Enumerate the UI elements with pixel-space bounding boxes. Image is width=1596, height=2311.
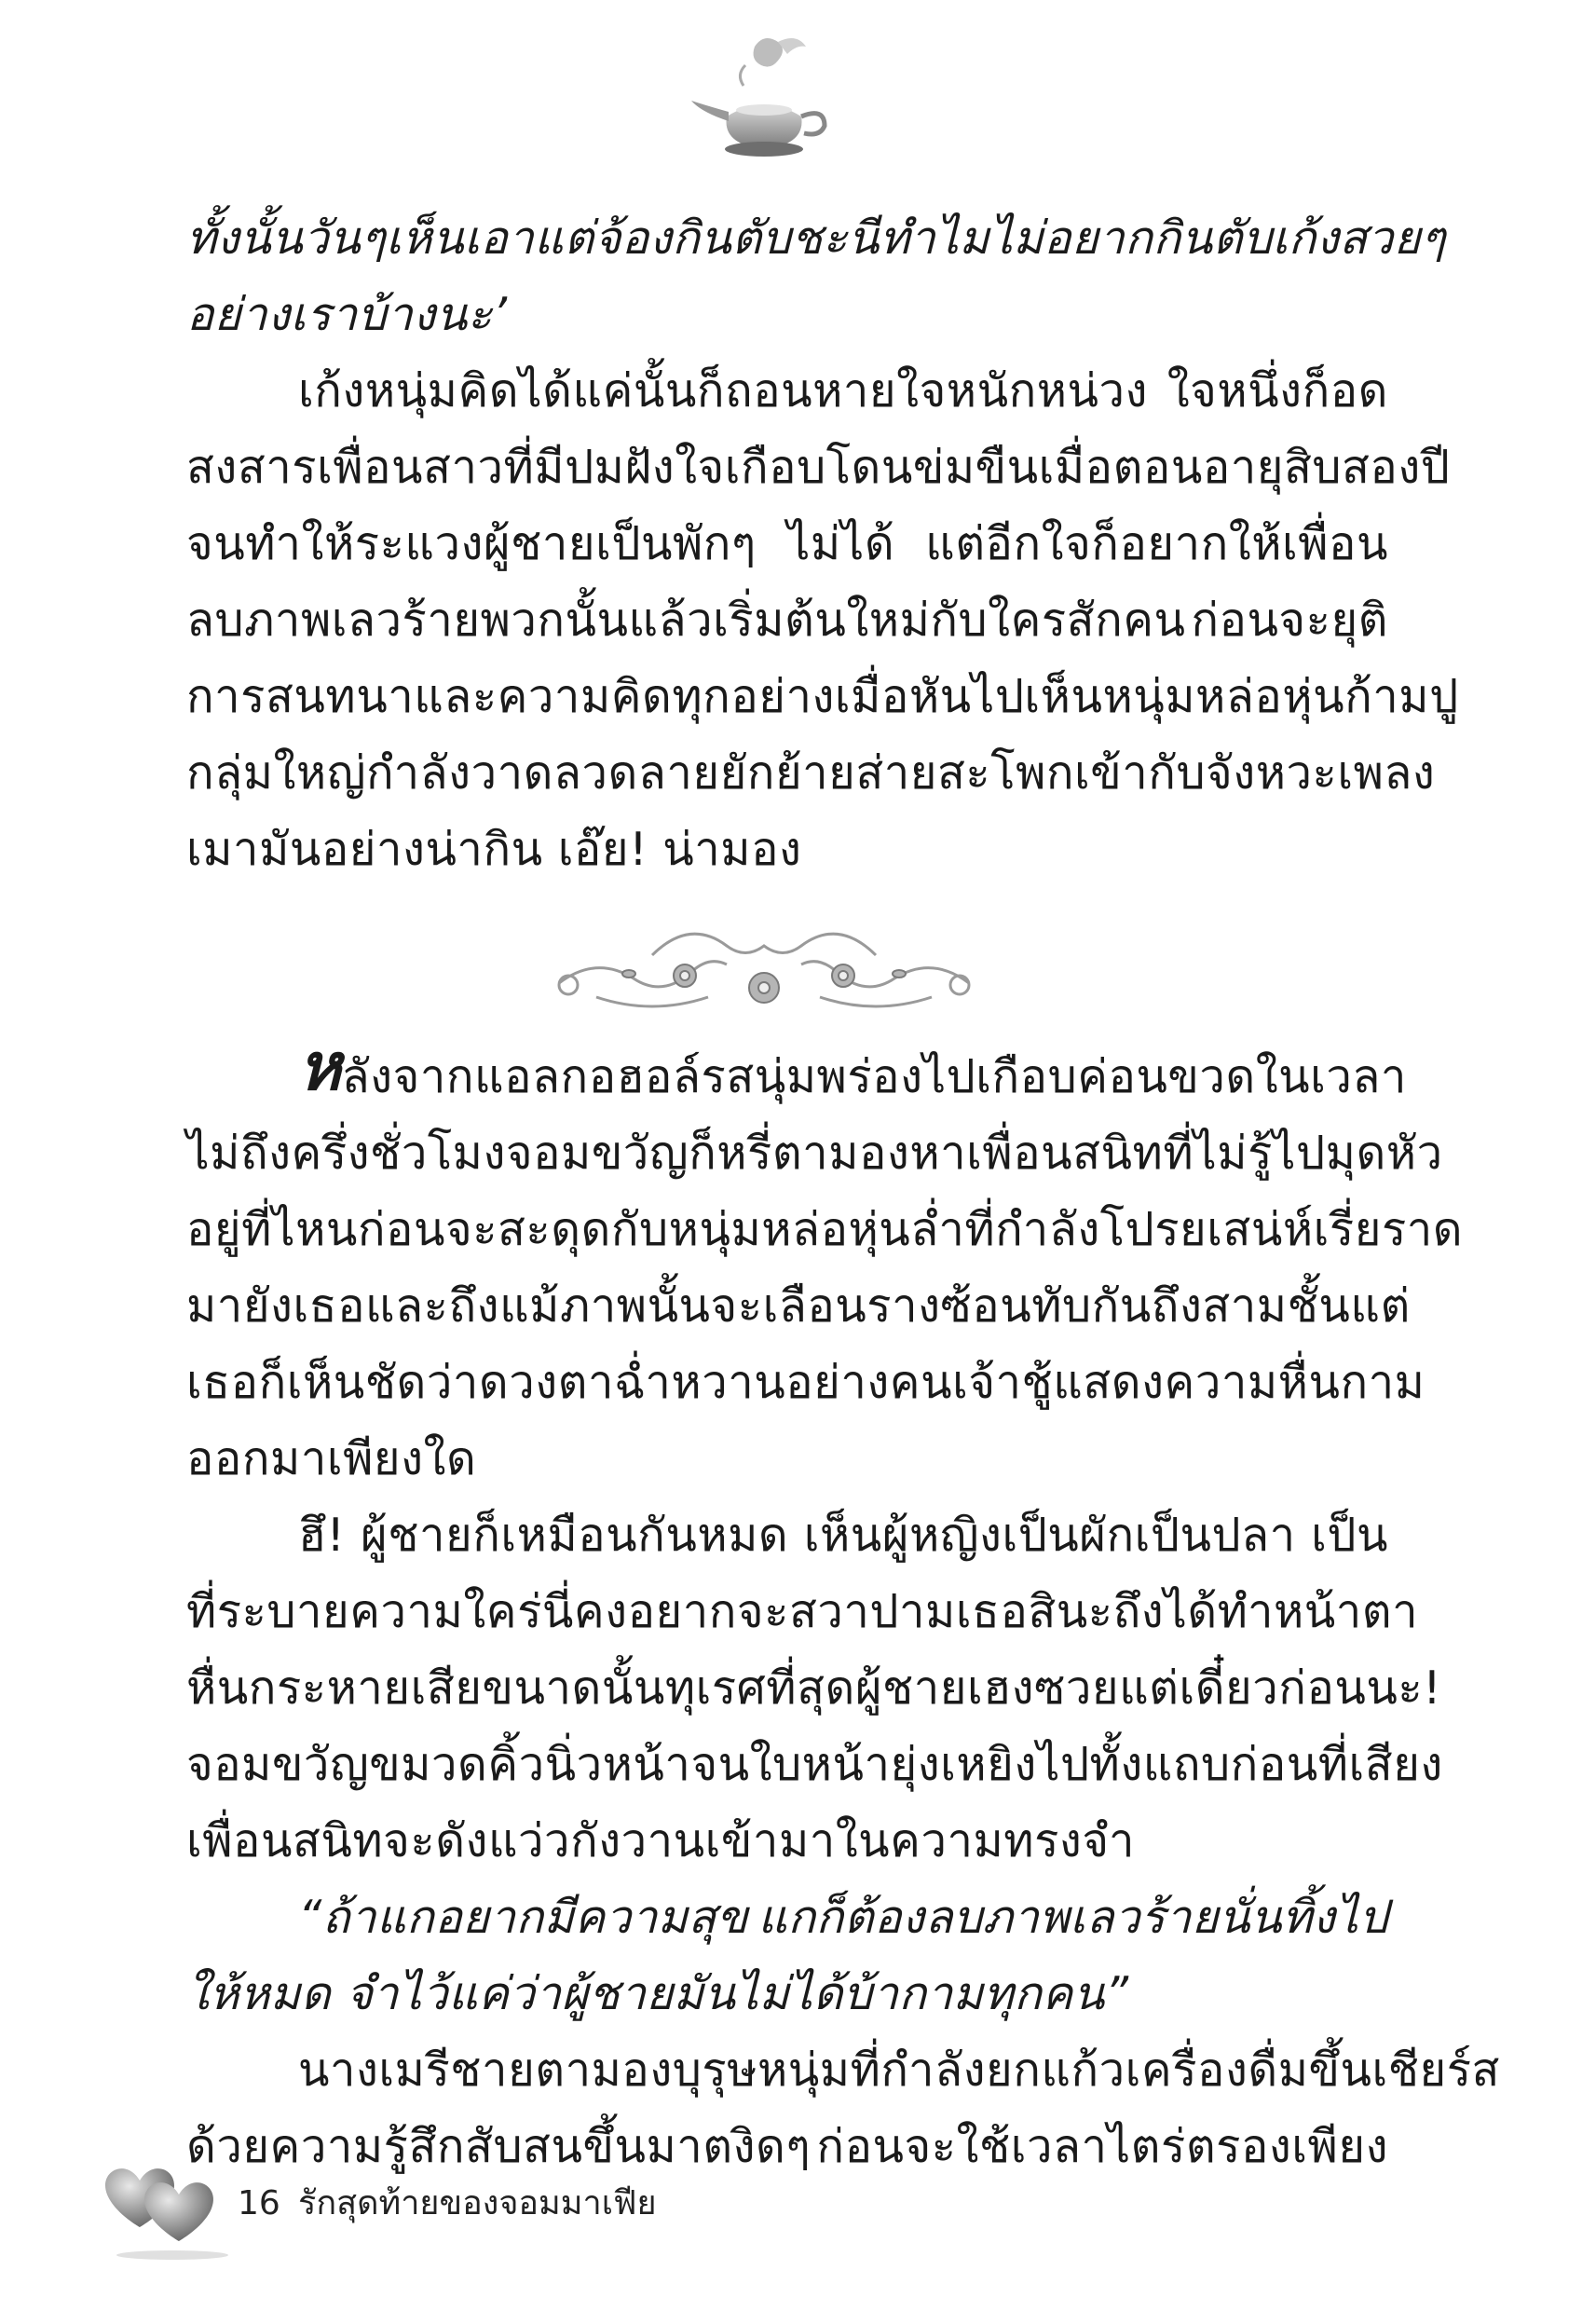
teapot-ornament-icon: [689, 28, 839, 168]
text-line: ลบภาพเลวร้ายพวกนั้นแล้วเริ่มต้นใหม่กับใครสักคน ก่อนจะยุติ: [186, 594, 1388, 647]
text-line: ฮึ! ผู้ชายก็เหมือนกันหมด เห็นผู้หญิงเป็นผักเป็นปลา เป็น: [298, 1509, 1388, 1562]
page-number: 16: [238, 2184, 280, 2222]
book-title: รักสุดท้ายของจอมมาเฟีย: [298, 2184, 657, 2222]
text-line: การสนทนาและความคิดทุกอย่างเมื่อหันไปเห็นหนุ่มหล่อหุ่นก้ามปู: [186, 670, 1459, 723]
text-line: “ถ้าแกอยากมีความสุข แกก็ต้องลบภาพเลวร้ายนั่นทิ้งไป: [298, 1891, 1388, 1944]
text-line: เพื่อนสนิทจะดังแว่วกังวานเข้ามาในความทรงจำ: [186, 1814, 1136, 1867]
text-line: เก้งหนุ่มคิดได้แค่นั้นก็ถอนหายใจหนักหน่วง ใจหนึ่งก็อด: [298, 364, 1388, 417]
paragraph-4: [186, 1497, 1443, 1880]
text-line: จอมขวัญขมวดคิ้วนิ่วหน้าจนใบหน้ายุ่งเหยิงไปทั้งแถบ ก่อนที่เสียง: [186, 1738, 1443, 1791]
text-line: ทั้งนั้น วันๆ เห็นเอาแต่จ้องกินตับชะนี ทำไมไม่อยากกินตับเก้งสวยๆ: [186, 212, 1446, 265]
text-line: อย่างเราบ้างนะ’: [186, 288, 508, 341]
text-line: เมามันอย่างน่ากิน เอ๊ย! น่ามอง: [186, 823, 802, 876]
text-line: นางเมรีชายตามองบุรุษหนุ่มที่กำลังยกแก้วเครื่องดื่มขึ้นเชียร์ส: [298, 2044, 1500, 2097]
text-line: ให้หมด จำไว้แค่ว่าผู้ชายมันไม่ได้บ้ากามทุกคน”: [186, 1967, 1129, 2020]
drop-cap: ห: [298, 1029, 342, 1105]
text-line: ที่ระบายความใคร่ นี่คงอยากจะสวาปามเธอสินะ ถึงได้ทำหน้าตา: [186, 1585, 1419, 1638]
text-line: กลุ่มใหญ่กำลังวาดลวดลายยักย้ายส่ายสะโพกเข้ากับจังหวะเพลง: [186, 746, 1436, 800]
paragraph-2: [186, 353, 1459, 888]
paragraph-3: [186, 1029, 1464, 1497]
text-line: หื่นกระหายเสียขนาดนั้น ทุเรศที่สุด ผู้ชายเฮงซวย แต่เดี๋ยวก่อนนะ!: [186, 1661, 1442, 1715]
text-line: ด้วยความรู้สึกสับสนขึ้นมาตงิดๆ ก่อนจะใช้เวลาไตร่ตรองเพียง: [186, 2120, 1388, 2173]
text-line: อยู่ที่ไหน ก่อนจะสะดุดกับหนุ่มหล่อหุ่นล่ำที่กำลังโปรยเสน่ห์เรี่ยราด: [186, 1203, 1464, 1256]
text-line: สงสารเพื่อนสาวที่มีปมฝังใจเกือบโดนข่มขืนเมื่อตอนอายุสิบสองปี: [186, 441, 1451, 494]
text-line: มายังเธอ และถึงแม้ภาพนั้นจะเลือนรางซ้อนทับกันถึงสามชั้น แต่: [186, 1279, 1411, 1333]
text-line: ไม่ถึงครึ่งชั่วโมง จอมขวัญก็หรี่ตามองหาเพื่อนสนิทที่ไม่รู้ไปมุดหัว: [186, 1127, 1443, 1180]
text-line: เธอก็เห็นชัดว่าดวงตาฉ่ำหวานอย่างคนเจ้าชู้แสดงความหื่นกาม: [186, 1356, 1425, 1409]
text-span: ลังจากแอลกอฮอล์รสนุ่มพร่องไปเกือบค่อนขวดในเวลา: [341, 1050, 1407, 1103]
text-line: ออกมาเพียงใด: [186, 1432, 477, 1485]
text-line: จนทำให้ระแวงผู้ชายเป็นพักๆ ไม่ได้ แต่อีกใจก็อยากให้เพื่อน: [186, 517, 1388, 570]
paragraph-1: [186, 200, 1446, 353]
text-line: [186, 1029, 1407, 1115]
floral-divider-icon: [540, 918, 988, 1020]
paragraph-5: [186, 1880, 1388, 2032]
